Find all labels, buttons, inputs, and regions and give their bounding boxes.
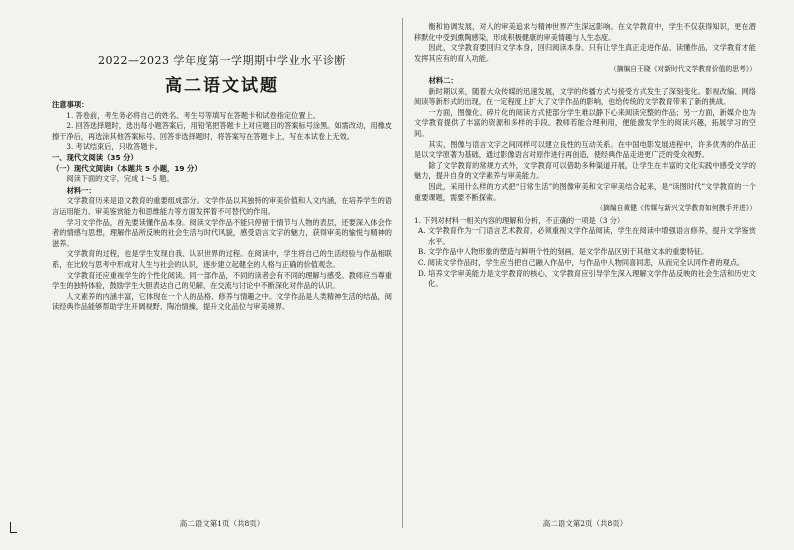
passage-paragraph: 因此，文学教育要回归文学本身，回归阅读本身。只有让学生真正走进作品、读懂作品，文学教育才能发挥其应有的育人功能。 (414, 43, 756, 63)
paper-title: 高二语文试题 (165, 76, 279, 96)
passage-paragraph: 其实，图像与语言文字之间同样可以建立良性的互动关系。在中国电影发展进程中，许多优秀的作品正是以文学原著为基础，通过影像语言对原作进行再创造，使经典作品走进更广泛的受众视野。 (414, 139, 756, 160)
question-option-b: B. 文学作品中人物形象的塑造与鲜明个性的刻画，是文学作品区别于其他文本的重要特征。 (418, 247, 709, 257)
page-divider (402, 18, 403, 528)
passage-paragraph: 文学教育历来是语文教育的重要组成部分。文学作品以其独特的审美价值和人文内涵，在培养学生的语言运用能力、审美鉴赏能力和思维能力等方面发挥着不可替代的作用。 (52, 196, 392, 216)
notice-item: 1. 答卷前，考生务必将自己的姓名、考生号等填写在答题卡和试卷指定位置上。 (66, 110, 320, 120)
page-1 (52, 22, 392, 527)
page-footer: 高二语文第2页（共8页） (542, 519, 628, 527)
passage-paragraph: 衡和协调发展，对人的审美追求与精神世界产生深远影响。在文学教育中，学生不仅获得知识，更在潜移默化中受到熏陶感染，形成积极健康的审美情趣与人生态度。 (414, 22, 756, 42)
notice-item: 2. 回答选择题时，选出每小题答案后，用铅笔把答题卡上对应题目的答案标号涂黑。如需改动，用橡皮擦干净后，再选涂其他答案标号。回答非选择题时，将答案写在答题卡上，写在本试卷上无效。 (52, 121, 392, 141)
subsection-heading: （一）现代文阅读Ⅰ（本题共 5 小题，19 分） (52, 163, 202, 173)
question-option-d: D. 培养文学审美能力是文学教育的核心，文学教育应引导学生深入理解文学作品反映的社会生活和历史文化。 (418, 268, 756, 289)
passage-paragraph: 因此，采用什么样的方式把“日常生活”的图像审美和文字审美结合起来，是“读图时代”文学教育的一个重要课题，需要不断探索。 (414, 181, 756, 202)
passage-paragraph: 文学教育还应重视学生的个性化阅读。同一部作品，不同的读者会有不同的理解与感受。教师应当尊重学生的独特体验，鼓励学生大胆表达自己的见解，在交流与讨论中不断深化对作品的认识。 (52, 270, 392, 291)
passage-paragraph: 除了文学教育的常规方式外，文学教育可以借助多种渠道开展，让学生在丰富的文化实践中感受文学的魅力，提升自身的文学素养与审美能力。 (414, 160, 756, 181)
source-note: （摘编自黄健《传媒与新兴文学教育如何携手并进》） (596, 204, 756, 213)
question-stem: 1. 下列对材料一相关内容的理解和分析，不正确的一项是（3 分） (414, 215, 625, 225)
passage-paragraph: 学习文学作品，首先要读懂作品本身。阅读文学作品不能只停留于情节与人物的表层，还要深入体会作者的情感与思想，理解作品所反映的社会生活与时代风貌，感受语言文字的魅力，获得审美的愉悦与精神的滋养。 (52, 217, 392, 248)
question-option-c: C. 阅读文学作品时，学生应当把自己融入作品中，与作品中人物同喜同悲，从而完全认同作者的观点。 (418, 258, 745, 268)
corner-crop-mark (10, 522, 17, 533)
source-note: （摘编自王晓《对新时代文学教育价值的思考》） (609, 65, 756, 74)
instruction: 阅读下面的文字，完成 1～5 题。 (66, 174, 174, 184)
notice-heading: 注意事项： (52, 100, 89, 109)
notice-item: 3. 考试结束后，只收答题卡。 (66, 142, 162, 152)
passage-paragraph: 一方面，图像化、碎片化的阅读方式使部分学生难以静下心来阅读完整的作品；另一方面，新媒介也为文学教育提供了丰富的资源和多样的手段。教师若能合理利用，便能激发学生的阅读兴趣，拓展学习的空间。 (414, 107, 756, 138)
section-heading: 一、现代文阅读（35 分） (52, 152, 138, 162)
passage-paragraph: 人文素养的内涵丰富，它体现在一个人的品格、修养与情趣之中。文学作品是人类精神生活的结晶，阅读经典作品能够帮助学生开阔视野、陶冶情操，提升文化品位与审美境界。 (52, 291, 392, 312)
question-option-a: A. 文学教育作为一门语言艺术教育，必须重视文学作品阅读，学生在阅读中增强语言修养，提升文学鉴赏水平。 (418, 226, 756, 246)
passage-paragraph: 文学教育的过程，也是学生发现自我、认识世界的过程。在阅读中，学生将自己的生活经验与作品相联系，在比较与思考中形成对人生与社会的认识，逐步建立起健全的人格与正确的价值观念。 (52, 249, 392, 269)
material-label: 材料一： (66, 185, 96, 195)
passage-paragraph: 新时期以来，随着大众传媒的迅速发展，文学的传播方式与接受方式发生了深刻变化。影视改编、网络阅读等新形式的出现，在一定程度上扩大了文学作品的影响，也给传统的文学教育带来了新的挑战。 (414, 86, 756, 107)
page-2 (414, 22, 756, 527)
exam-title: 2022—2023 学年度第一学期期中学业水平诊断 (98, 54, 346, 67)
page-footer: 高二语文第1页（共8页） (179, 519, 265, 527)
material-label: 材料二： (428, 75, 458, 85)
